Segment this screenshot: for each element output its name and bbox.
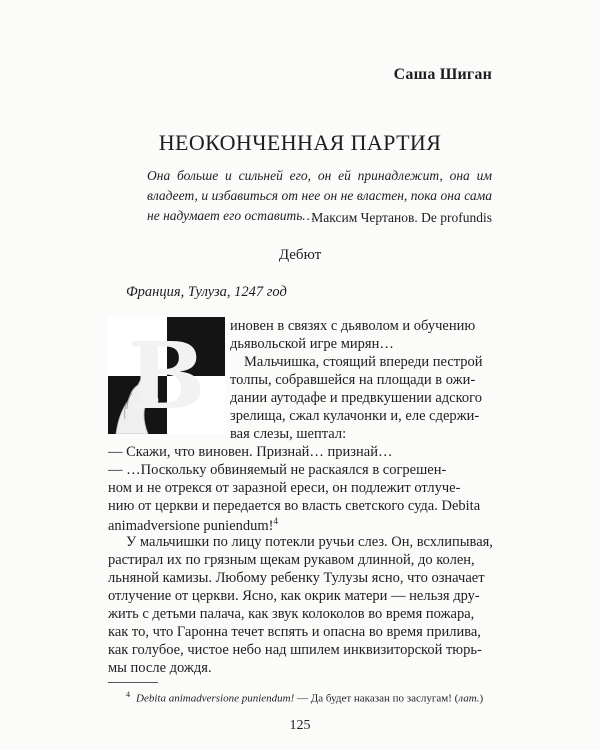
footnote-latin: Debita animadversione puniendum! [136, 692, 295, 705]
body-line: дьявольской игре мирян… [230, 336, 394, 352]
body-line-with-footnote [108, 516, 278, 535]
footnote [126, 690, 483, 705]
footnote-close: ) [479, 692, 484, 705]
body-line: как голубое, чистое небо над шпилем инквизиторской тюрь- [108, 642, 482, 658]
epigraph-text: Она больше и сильней его, он ей принадлежит, она им владеет, и избавиться от нее он не властен, пока она сама не надумает его оставить… [147, 168, 492, 223]
body-line: Мальчишка, стоящий впереди пестрой [244, 354, 483, 370]
body-line: дании аутодафе и предвкушении адского [230, 390, 483, 406]
body-line: нию от церкви и передается во власть светского суда. Debita [108, 498, 481, 514]
body-line: отлучение от церкви. Ясно, как окрик матери — нельзя дру- [108, 588, 480, 604]
body-line: мы после дождя. [108, 660, 212, 676]
footnote-translation: — Да будет наказан по заслугам! ( [294, 692, 459, 705]
body-line: У мальчишки по лицу потекли ручьи слез. Он, всхлипывая, [126, 534, 493, 550]
body-line: как то, что Гаронна течет вспять и опасна во время прилива, [108, 624, 481, 640]
body-line: вая слезы, шептал: [230, 426, 347, 442]
dropcap-ornament [108, 317, 225, 434]
body-line: льняной камизы. Любому ребенку Тулузы ясно, что означает [108, 570, 485, 586]
body-line: ном и не отрекся от заразной ереси, он подлежит отлуче- [108, 480, 461, 496]
body-line: animadversione puniendum! [108, 517, 274, 534]
page-number: 125 [289, 718, 311, 733]
body-line: толпы, собравшейся на площади в ожи- [230, 372, 476, 388]
epigraph-source: Максим Чертанов. De profundis [311, 210, 492, 225]
footnote-divider [108, 682, 158, 683]
body-line: зрелища, сжал кулачонки и, еле сдержи- [230, 408, 480, 424]
body-line: — Скажи, что виновен. Признай… признай… [108, 444, 393, 460]
body-line: растирал их по грязным щекам рукавом длинной, до колен, [108, 552, 475, 568]
body-line: жить с детьми палача, как звук колоколов во время пожара, [108, 606, 475, 622]
body-line: — …Поскольку обвиняемый не раскаялся в согрешен- [108, 462, 447, 478]
footnote-marker: 4 [273, 516, 278, 526]
body-line: иновен в связях с дьяволом и обучению [230, 318, 476, 334]
footnote-number: 4 [126, 690, 130, 699]
place-date: Франция, Тулуза, 1247 год [126, 284, 287, 300]
chapter-title: НЕОКОНЧЕННАЯ ПАРТИЯ [158, 130, 442, 155]
section-title: Дебют [278, 247, 322, 263]
footnote-lang: лат. [458, 692, 480, 705]
dropcap-letter: В [127, 321, 206, 430]
running-header-author: Саша Шиган [393, 66, 492, 83]
